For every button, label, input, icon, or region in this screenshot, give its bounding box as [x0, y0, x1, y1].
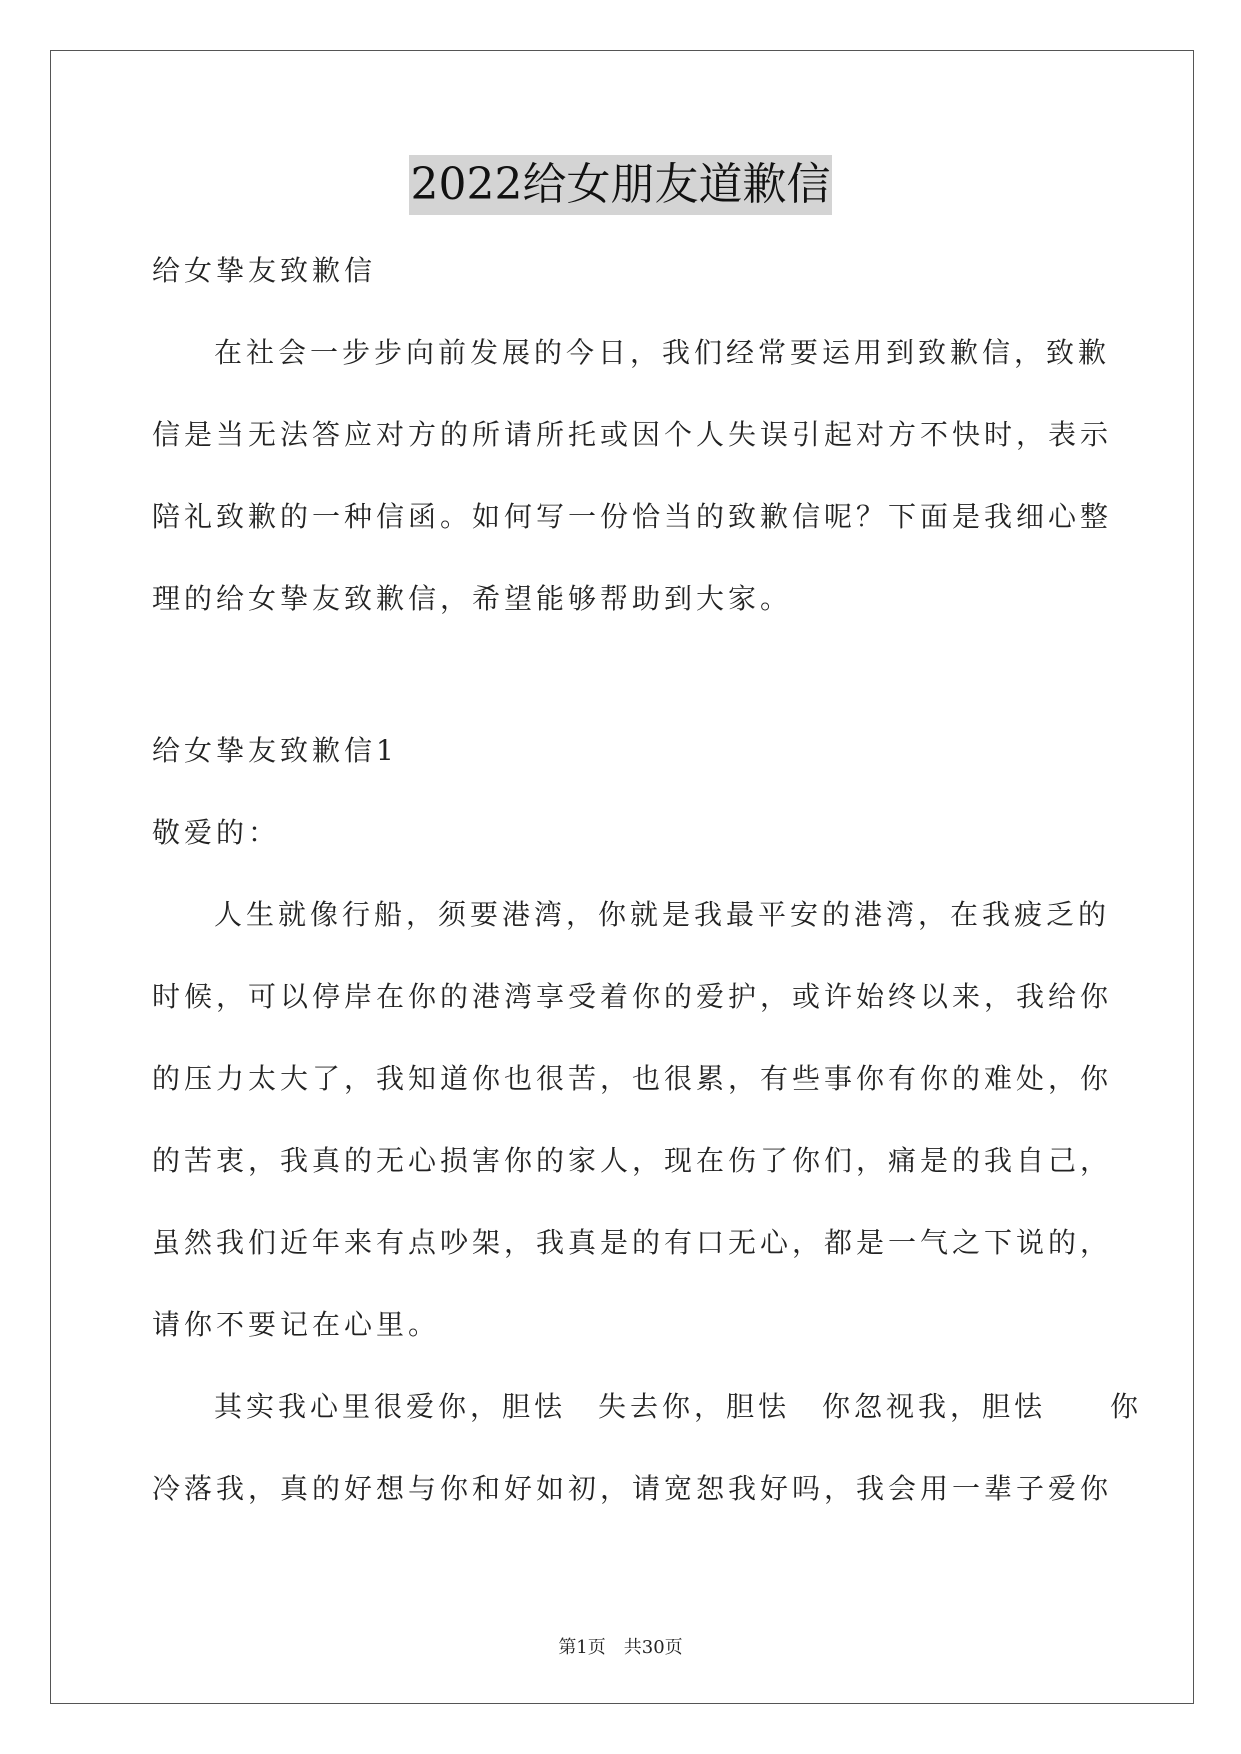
- document-title: 2022给女朋友道歉信: [409, 155, 833, 215]
- para1-line-1: 人生就像行船，须要港湾，你就是我最平安的港湾，在我疲乏的: [214, 898, 1111, 931]
- intro-heading: 给女挚友致歉信: [152, 254, 377, 287]
- para1-line-3: 的压力太大了，我知道你也很苦，也很累，有些事你有你的难处，你: [152, 1062, 1113, 1095]
- title-wrap: [0, 155, 1241, 215]
- intro-line-1: 在社会一步步向前发展的今日，我们经常要运用到致歉信，致歉: [214, 336, 1111, 369]
- para2-line-1: 其实我心里很爱你，胆怯 失去你，胆怯 你忽视我，胆怯 你: [214, 1390, 1143, 1423]
- section-gap: [152, 640, 1092, 710]
- section-heading: 给女挚友致歉信1: [152, 734, 398, 767]
- document-body: [152, 230, 1143, 1530]
- para2-line-2: 冷落我，真的好想与你和好如初，请宽恕我好吗，我会用一辈子爱你: [152, 1472, 1113, 1505]
- salutation: 敬爱的：: [152, 816, 281, 849]
- intro-line-4: 理的给女挚友致歉信，希望能够帮助到大家。: [152, 582, 793, 615]
- intro-line-2: 信是当无法答应对方的所请所托或因个人失误引起对方不快时，表示: [152, 418, 1113, 451]
- para1-line-2: 时候，可以停岸在你的港湾享受着你的爱护，或许始终以来，我给你: [152, 980, 1113, 1013]
- para1-line-4: 的苦衷，我真的无心损害你的家人，现在伤了你们，痛是的我自己，: [152, 1144, 1113, 1177]
- page-number-label: 第1页 共30页: [558, 1637, 683, 1658]
- para1-line-6: 请你不要记在心里。: [152, 1308, 441, 1341]
- page-footer: [0, 1633, 1241, 1659]
- intro-line-3: 陪礼致歉的一种信函。如何写一份恰当的致歉信呢？下面是我细心整: [152, 500, 1113, 533]
- para1-line-5: 虽然我们近年来有点吵架，我真是的有口无心，都是一气之下说的，: [152, 1226, 1113, 1259]
